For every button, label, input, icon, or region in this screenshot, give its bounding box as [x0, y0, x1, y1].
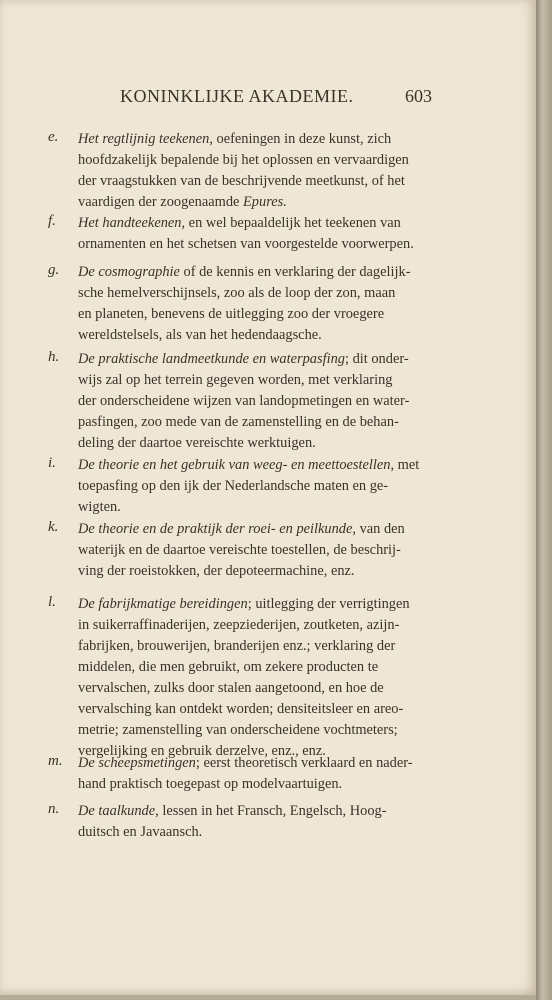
- text-line: [78, 774, 440, 795]
- page-edge: [536, 0, 552, 1000]
- text-line: [78, 519, 440, 540]
- text-line: [78, 283, 440, 304]
- entry-text: [78, 262, 440, 346]
- body-text: , en wel bepaaldelijk het teekenen van: [181, 215, 401, 231]
- entry-letter: m.: [48, 753, 63, 769]
- text-line: [78, 594, 440, 615]
- body-text: vervalsching kan ontdekt worden; densiteitsleer en areo-: [78, 701, 404, 717]
- entry-letter: e.: [48, 129, 59, 145]
- running-head: KONINKLIJKE AKADEMIE.: [120, 86, 354, 106]
- body-text: toepasfing op den ijk der Nederlandsche maten en ge-: [78, 478, 389, 494]
- text-line: [78, 657, 440, 678]
- body-text: ving der roeistokken, der depoteermachine, enz.: [78, 563, 355, 579]
- body-text: fabrijken, brouwerijen, branderijen enz.; verklaring der: [78, 638, 396, 654]
- text-line: [78, 150, 440, 171]
- text-line: [78, 262, 440, 283]
- body-text: en planeten, benevens de uitlegging zoo der vroegere: [78, 306, 385, 322]
- page-number: 603: [405, 86, 432, 106]
- entry-text: [78, 753, 440, 795]
- body-text: ; eerst theoretisch verklaard en nader-: [195, 755, 413, 771]
- body-text: sche hemelverschijnsels, zoo als de loop der zon, maan: [78, 285, 396, 301]
- text-line: [78, 171, 440, 192]
- text-line: [78, 801, 440, 822]
- body-text: , van den: [352, 521, 405, 537]
- body-text: metrie; zamenstelling van onderscheidene vochtmeters;: [78, 722, 398, 738]
- text-line: [78, 349, 440, 370]
- subject-title: Het regtlijnig teekenen: [78, 131, 210, 147]
- entry-text: [78, 594, 440, 762]
- body-text: wigten.: [78, 499, 121, 515]
- entry-text: [78, 801, 440, 843]
- entry-letter: k.: [48, 519, 59, 535]
- text-line: [78, 370, 440, 391]
- subject-title: De fabrijkmatige bereidingen: [78, 596, 248, 612]
- entry-text: [78, 519, 440, 582]
- body-text: of de kennis en verklaring der dagelijk-: [179, 264, 411, 280]
- text-line: [78, 720, 440, 741]
- text-line: [78, 636, 440, 657]
- entry-letter: f.: [48, 213, 56, 229]
- subject-title: De cosmographie: [78, 264, 180, 280]
- body-text: der onderscheidene wijzen van landopmetingen en water-: [78, 393, 410, 409]
- text-line: [78, 234, 440, 255]
- text-line: [78, 391, 440, 412]
- text-line: [78, 699, 440, 720]
- body-text: ; uitlegging der verrigtingen: [247, 596, 410, 612]
- body-text: hand praktisch toegepast op modelvaartuigen.: [78, 776, 343, 792]
- subject-title: Epures.: [243, 194, 287, 210]
- text-line: [78, 497, 440, 518]
- text-line: [78, 433, 440, 454]
- subject-title: Het handteekenen: [78, 215, 182, 231]
- body-text: pasfingen, zoo mede van de zamenstelling en de behan-: [78, 414, 399, 430]
- text-line: [78, 678, 440, 699]
- body-text: in suikerraffinaderijen, zeepziederijen, zoutketen, azijn-: [78, 617, 400, 633]
- text-line: [78, 540, 440, 561]
- entry-text: [78, 213, 440, 255]
- body-text: , lessen in het Fransch, Engelsch, Hoog-: [155, 803, 387, 819]
- body-text: waterijk en de daartoe vereischte toestellen, de beschrij-: [78, 542, 401, 558]
- text-line: [78, 213, 440, 234]
- body-text: vervalschen, zulks door stalen aangetoond, en hoe de: [78, 680, 384, 696]
- body-text: der vraagstukken van de beschrijvende meetkunst, of het: [78, 173, 405, 189]
- text-line: [78, 455, 440, 476]
- entry-text: [78, 455, 440, 518]
- entry-letter: g.: [48, 262, 60, 278]
- page-header: [120, 86, 432, 107]
- text-line: [78, 615, 440, 636]
- body-text: vergelijking en gebruik derzelve, enz., enz.: [78, 743, 326, 759]
- subject-title: De scheepsmetingen: [78, 755, 196, 771]
- entry-letter: l.: [48, 594, 56, 610]
- text-line: [78, 192, 440, 213]
- subject-title: De taalkunde: [78, 803, 156, 819]
- body-text: , met: [390, 457, 420, 473]
- entry-letter: i.: [48, 455, 56, 471]
- body-text: deling der daartoe vereischte werktuigen.: [78, 435, 316, 451]
- body-text: ornamenten en het schetsen van voorgestelde voorwerpen.: [78, 236, 414, 252]
- entry-text: [78, 129, 440, 213]
- subject-title: De theorie en het gebruik van weeg- en meettoestellen: [78, 457, 391, 473]
- subject-title: De theorie en de praktijk der roei- en peilkunde: [78, 521, 353, 537]
- body-text: middelen, die men gebruikt, om zekere producten te: [78, 659, 379, 675]
- text-line: [78, 129, 440, 150]
- entry-text: [78, 349, 440, 454]
- text-line: [78, 412, 440, 433]
- entry-letter: h.: [48, 349, 60, 365]
- body-text: wereldstelsels, als van het hedendaagsche.: [78, 327, 322, 343]
- text-line: [78, 325, 440, 346]
- text-line: [78, 304, 440, 325]
- text-line: [78, 476, 440, 497]
- text-line: [78, 561, 440, 582]
- body-text: vaardigen der zoogenaamde: [78, 194, 244, 210]
- body-text: hoofdzakelijk bepalende bij het oplossen en vervaardigen: [78, 152, 409, 168]
- text-line: [78, 753, 440, 774]
- body-text: wijs zal op het terrein gegeven worden, met verklaring: [78, 372, 393, 388]
- body-text: , oefeningen in deze kunst, zich: [209, 131, 392, 147]
- subject-title: De praktische landmeetkunde en waterpasfing: [78, 351, 345, 367]
- body-text: duitsch en Javaansch.: [78, 824, 203, 840]
- body-text: ; dit onder-: [344, 351, 409, 367]
- text-line: [78, 822, 440, 843]
- entry-letter: n.: [48, 801, 60, 817]
